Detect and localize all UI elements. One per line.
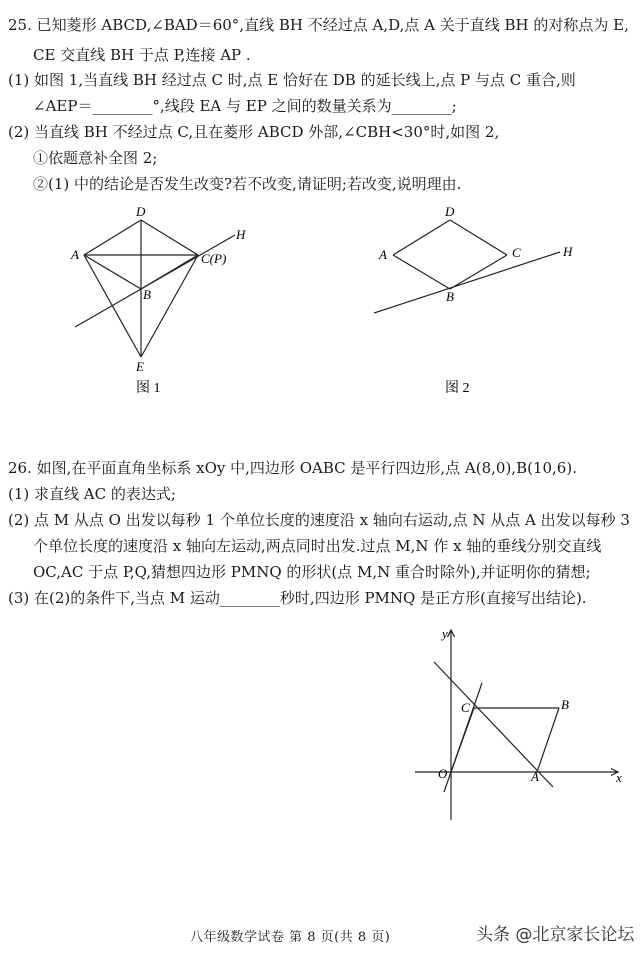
p26-line-2: (1) 求直线 AC 的表达式; [8,485,176,503]
p25-line-2: CE 交直线 BH 于点 P,连接 AP . [33,46,251,64]
fig2-label-d: D [445,204,455,219]
p25-line-5: (2) 当直线 BH 不经过点 C,且在菱形 ABCD 外部,∠CBH<30°时,如图 2, [8,123,500,141]
fig1-label-d: D [136,204,146,219]
p25-line-7: ②(1) 中的结论是否发生改变?若不改变,请证明;若改变,说明理由. [33,175,462,193]
fig2-label-b: B [446,289,454,304]
figure-1 [60,200,270,400]
p25-line-3: (1) 如图 1,当直线 BH 经过点 C 时,点 E 恰好在 DB 的延长线上,点 P 与点 C 重合,则 [8,71,576,89]
fig3-label-b: B [561,697,569,712]
p26-line-3: (2) 点 M 从点 O 出发以每秒 1 个单位长度的速度沿 x 轴向右运动,点 N 从点 A 出发以每秒 3 [8,511,630,529]
p25-line-1: 25. 已知菱形 ABCD,∠BAD＝60°,直线 BH 不经过点 A,D,点 A 关于直线 BH 的对称点为 E, [8,16,629,34]
fig3-label-a: A [531,769,539,784]
fig3-label-c: C [461,700,470,715]
p25-line-4: ∠AEP＝________°,线段 EA 与 EP 之间的数量关系为________; [33,97,457,115]
p26-line-4: 个单位长度的速度沿 x 轴向左运动,两点同时出发.过点 M,N 作 x 轴的垂线分别交直线 [33,537,602,555]
fig1-caption: 图 1 [136,381,161,396]
fig3-label-x: x [616,770,622,785]
fig1-label-e: E [136,359,144,374]
page-footer: 八年级数学试卷 第 8 页(共 8 页) [190,930,391,945]
fig1-label-b: B [143,287,151,302]
fig2-caption: 图 2 [445,381,470,396]
fig2-label-a: A [379,247,387,262]
fig2-label-h: H [563,244,573,259]
p26-line-6: (3) 在(2)的条件下,当点 M 运动________秒时,四边形 PMNQ 是正方形(直接写出结论). [8,589,587,607]
fig1-label-h: H [236,227,246,242]
fig3-label-y: y [442,626,448,641]
fig2-label-c: C [512,245,521,260]
p26-line-5: OC,AC 于点 P,Q,猜想四边形 PMNQ 的形状(点 M,N 重合时除外),并证明你的猜想; [33,563,591,581]
figure-2 [360,200,580,400]
watermark: 头条 @北京家长论坛 [476,925,635,945]
fig3-label-o: O [438,766,448,781]
p26-line-1: 26. 如图,在平面直角坐标系 xOy 中,四边形 OABC 是平行四边形,点 A(8,0),B(10,6). [8,459,577,477]
fig1-label-a: A [71,247,79,262]
fig1-label-c: C(P) [201,251,227,266]
p25-line-6: ①依题意补全图 2; [33,149,158,167]
figure-3 [410,615,630,830]
